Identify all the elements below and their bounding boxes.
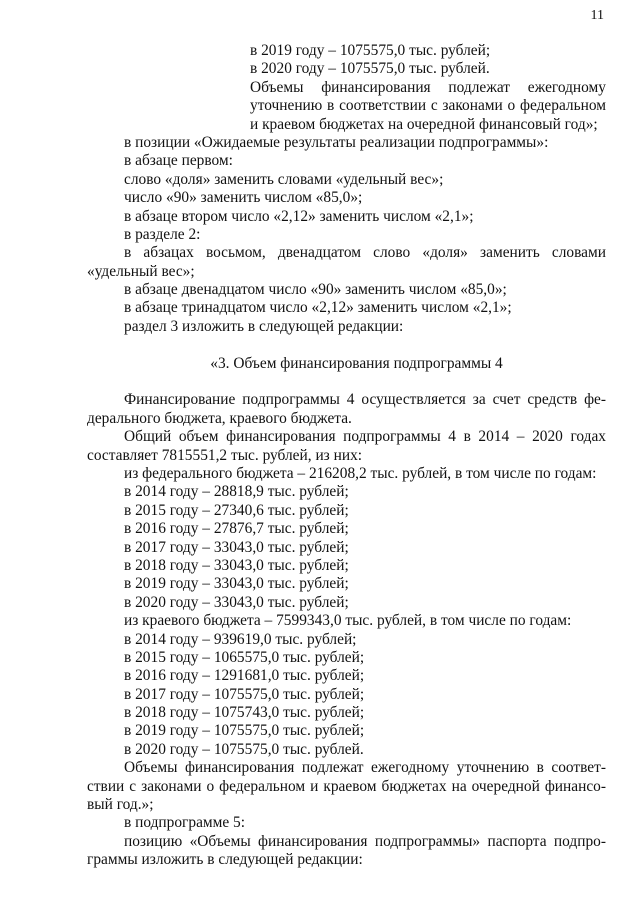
text-line: в абзаце первом:	[124, 152, 233, 170]
text-line: в 2014 году – 939619,0 тыс. рублей;	[124, 630, 357, 648]
text-line: уточнению в соответствии с законами о федеральном	[250, 97, 606, 115]
text-line: в 2019 году – 33043,0 тыс. рублей;	[124, 575, 349, 593]
text-line: вый год.»;	[87, 796, 154, 814]
document-body	[87, 42, 606, 870]
text-line: в 2016 году – 27876,7 тыс. рублей;	[124, 520, 349, 538]
text-line: в абзацах восьмом, двенадцатом слово «доля» заменить словами	[124, 244, 606, 262]
text-line: из краевого бюджета – 7599343,0 тыс. рублей, в том числе по годам:	[124, 612, 572, 630]
text-line: в разделе 2:	[124, 225, 201, 243]
text-line: в 2016 году – 1291681,0 тыс. рублей;	[124, 667, 365, 685]
text-line: в 2014 году – 28818,9 тыс. рублей;	[124, 483, 349, 501]
section-heading: «3. Объем финансирования подпрограммы 4	[210, 354, 503, 372]
text-line: в 2020 году – 1075575,0 тыс. рублей.	[250, 60, 490, 78]
text-line: в 2020 году – 1075575,0 тыс. рублей.	[124, 740, 364, 758]
text-line: граммы изложить в следующей редакции:	[87, 851, 363, 869]
text-line: в абзаце двенадцатом число «90» заменить числом «85,0»;	[124, 281, 507, 299]
text-line: в 2020 году – 33043,0 тыс. рублей;	[124, 593, 349, 611]
spacer	[87, 373, 606, 391]
page-number: 11	[590, 8, 604, 23]
text-line: в 2018 году – 33043,0 тыс. рублей;	[124, 556, 349, 574]
text-line: ствии с законами о федеральном и краевом бюджетах на очередной финансо-	[87, 777, 606, 795]
text-line: Объемы финансирования подлежат ежегодному уточнению в соответ-	[124, 759, 606, 777]
text-line: в 2019 году – 1075575,0 тыс. рублей;	[124, 722, 365, 740]
text-line: число «90» заменить числом «85,0»;	[124, 189, 363, 207]
text-line: в абзаце тринадцатом число «2,12» заменить числом «2,1»;	[124, 299, 512, 317]
spacer	[87, 336, 606, 354]
text-line: слово «доля» заменить словами «удельный вес»;	[124, 170, 444, 188]
text-line: раздел 3 изложить в следующей редакции:	[124, 317, 404, 335]
text-line: составляет 7815551,2 тыс. рублей, из них:	[87, 446, 363, 464]
text-line: в 2017 году – 1075575,0 тыс. рублей;	[124, 685, 365, 703]
text-line: и краевом бюджетах на очередной финансовый год»;	[250, 115, 598, 133]
text-line: в 2015 году – 1065575,0 тыс. рублей;	[124, 648, 365, 666]
text-line: в абзаце втором число «2,12» заменить числом «2,1»;	[124, 207, 474, 225]
text-line: в 2018 году – 1075743,0 тыс. рублей;	[124, 704, 365, 722]
text-line: в подпрограмме 5:	[124, 814, 246, 832]
text-line: «удельный вес»;	[87, 262, 195, 280]
text-line: Объемы финансирования подлежат ежегодному	[250, 78, 606, 96]
text-line: в 2015 году – 27340,6 тыс. рублей;	[124, 501, 349, 519]
text-line: дерального бюджета, краевого бюджета.	[87, 409, 352, 427]
text-line: в 2019 году – 1075575,0 тыс. рублей;	[250, 42, 491, 59]
text-line: Финансирование подпрограммы 4 осуществляется за счет средств фе-	[124, 391, 606, 409]
text-line: в позиции «Ожидаемые результаты реализации подпрограммы»:	[124, 133, 549, 151]
text-line: в 2017 году – 33043,0 тыс. рублей;	[124, 538, 349, 556]
text-line: из федерального бюджета – 216208,2 тыс. рублей, в том числе по годам:	[124, 464, 597, 482]
text-line: позицию «Объемы финансирования подпрограммы» паспорта подпро-	[124, 832, 606, 850]
text-line: Общий объем финансирования подпрограммы 4 в 2014 – 2020 годах	[124, 428, 606, 446]
